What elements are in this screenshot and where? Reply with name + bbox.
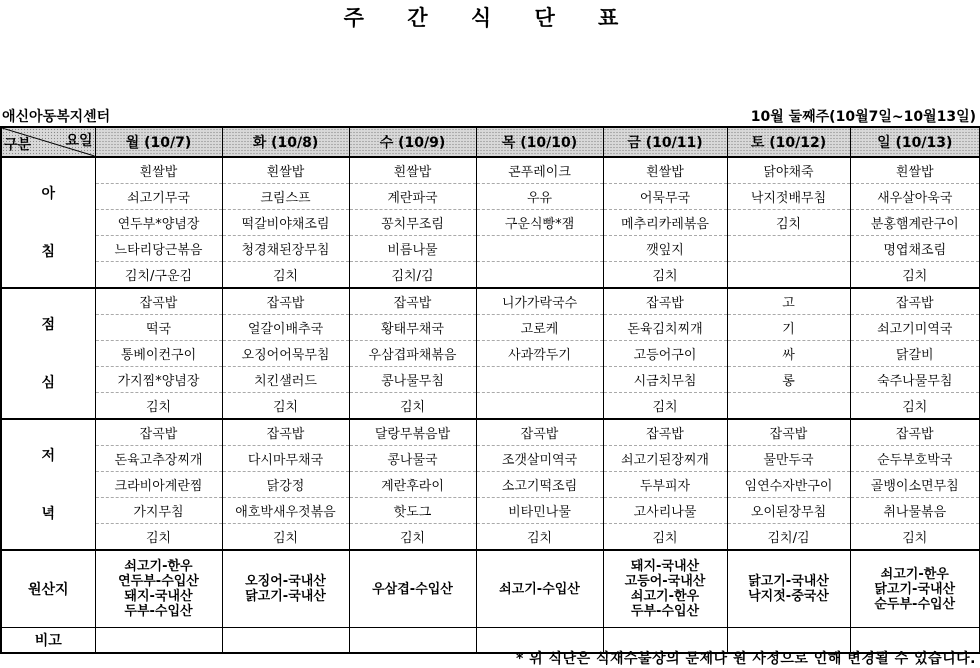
menu-item: 숙주나물무침: [850, 367, 980, 393]
menu-item: 김치: [222, 524, 349, 551]
corner-label-category: 구분: [4, 137, 32, 153]
origin-line: 쇠고기-한우: [880, 566, 949, 582]
menu-item: 잡곡밥: [850, 419, 980, 446]
menu-item: 치킨샐러드: [222, 367, 349, 393]
day-header: 일 (10/13): [850, 127, 980, 157]
menu-item: 명엽채조림: [850, 236, 980, 262]
menu-item: 닭강정: [222, 472, 349, 498]
menu-row: [1, 315, 980, 341]
menu-item: 떡국: [95, 315, 222, 341]
menu-item: 임연수자반구이: [727, 472, 850, 498]
menu-row: [1, 524, 980, 551]
menu-item: 롱: [727, 367, 850, 393]
menu-item: 김치: [727, 210, 850, 236]
menu-item: 메추리카레볶음: [603, 210, 727, 236]
menu-item: 오징어어묵무침: [222, 341, 349, 367]
menu-item: 김치: [349, 393, 476, 420]
origin-line: 쇠고기-한우: [124, 559, 193, 574]
menu-item: 조갯살미역국: [476, 446, 603, 472]
meal-label: [1, 288, 95, 419]
remarks-cell: [349, 628, 476, 654]
origin-cell: [349, 550, 476, 628]
menu-item: 통베이컨구이: [95, 341, 222, 367]
menu-item: 순두부호박국: [850, 446, 980, 472]
menu-item: 쇠고기미역국: [850, 315, 980, 341]
menu-item: 김치: [850, 393, 980, 420]
day-header: 월 (10/7): [95, 127, 222, 157]
page-title: 주 간 식 단 표: [343, 6, 637, 30]
origin-line: 고등어-국내산: [624, 574, 706, 589]
menu-item: 잡곡밥: [476, 419, 603, 446]
menu-item: [727, 393, 850, 420]
corner-label-day: 요일: [65, 133, 93, 149]
origin-cell: [850, 550, 980, 628]
origin-line: 오징어-국내산: [245, 574, 326, 589]
menu-item: 김치: [349, 524, 476, 551]
menu-item: 흰쌀밥: [603, 157, 727, 184]
origin-line: 돼지-국내산: [124, 589, 193, 604]
menu-item: 시금치무침: [603, 367, 727, 393]
menu-item: 김치: [850, 524, 980, 551]
origin-line: 순두부-수입산: [874, 596, 956, 612]
menu-item: 구운식빵*잼: [476, 210, 603, 236]
corner-header: [1, 127, 95, 157]
origin-cell: [222, 550, 349, 628]
origin-line: 닭고기-국내산: [245, 589, 326, 604]
menu-item: 떡갈비야채조림: [222, 210, 349, 236]
menu-item: 애호박새우젓볶음: [222, 498, 349, 524]
menu-item: 김치: [603, 524, 727, 551]
menu-row: [1, 288, 980, 315]
menu-item: 김치: [95, 524, 222, 551]
menu-item: 어묵무국: [603, 184, 727, 210]
menu-item: 비타민나물: [476, 498, 603, 524]
origin-line: 쇠고기-한우: [630, 589, 700, 604]
menu-row: [1, 184, 980, 210]
menu-item: 흰쌀밥: [95, 157, 222, 184]
menu-item: 고사리나물: [603, 498, 727, 524]
menu-item: 김치/김: [727, 524, 850, 551]
menu-item: 낙지젓배무침: [727, 184, 850, 210]
menu-row: [1, 393, 980, 420]
menu-item: 잡곡밥: [222, 419, 349, 446]
day-header: 화 (10/8): [222, 127, 349, 157]
menu-item: [476, 393, 603, 420]
menu-item: 잡곡밥: [349, 288, 476, 315]
menu-item: 기: [727, 315, 850, 341]
meal-label-top: 저: [41, 447, 56, 464]
menu-item: 얼갈이배추국: [222, 315, 349, 341]
origin-line: 두부-수입산: [630, 604, 700, 619]
menu-item: 잡곡밥: [95, 419, 222, 446]
menu-item: 달랑무볶음밥: [349, 419, 476, 446]
menu-item: 고로케: [476, 315, 603, 341]
menu-item: 콩나물국: [349, 446, 476, 472]
menu-item: 분홍햄계란구이: [850, 210, 980, 236]
menu-item: 잡곡밥: [603, 419, 727, 446]
menu-item: 싸: [727, 341, 850, 367]
menu-item: 김치: [850, 262, 980, 289]
menu-item: 새우살아욱국: [850, 184, 980, 210]
menu-item: 쇠고기무국: [95, 184, 222, 210]
meal-label: [1, 419, 95, 550]
menu-item: 흰쌀밥: [850, 157, 980, 184]
menu-item: [476, 367, 603, 393]
menu-item: 잡곡밥: [727, 419, 850, 446]
menu-item: 골뱅이소면무침: [850, 472, 980, 498]
menu-item: [727, 262, 850, 289]
menu-row: [1, 236, 980, 262]
menu-item: 느타리당근볶음: [95, 236, 222, 262]
menu-item: 잡곡밥: [222, 288, 349, 315]
menu-item: 김치: [222, 262, 349, 289]
menu-row: [1, 367, 980, 393]
origin-cell: [476, 550, 603, 628]
menu-item: 돈육고추장찌개: [95, 446, 222, 472]
menu-item: 오이된장무침: [727, 498, 850, 524]
origin-label: 원산지: [1, 550, 95, 628]
origin-line: 닭고기-국내산: [748, 574, 829, 589]
menu-item: 김치/김: [349, 262, 476, 289]
menu-item: 크림스프: [222, 184, 349, 210]
menu-item: 김치: [222, 393, 349, 420]
menu-item: 고: [727, 288, 850, 315]
meal-label-top: 점: [41, 316, 56, 333]
day-header: 수 (10/9): [349, 127, 476, 157]
menu-row: [1, 157, 980, 184]
menu-item: 콘푸레이크: [476, 157, 603, 184]
origin-line: 닭고기-국내산: [874, 581, 956, 597]
menu-item: 닭갈비: [850, 341, 980, 367]
origin-line: 우삼겹-수입산: [372, 581, 453, 597]
menu-row: [1, 419, 980, 446]
menu-item: [476, 262, 603, 289]
menu-item: 우삼겹파채볶음: [349, 341, 476, 367]
menu-item: 두부피자: [603, 472, 727, 498]
menu-item: 크라비아계란찜: [95, 472, 222, 498]
menu-row: [1, 341, 980, 367]
menu-item: 돈육김치찌개: [603, 315, 727, 341]
menu-item: 김치/구운김: [95, 262, 222, 289]
menu-item: 계란후라이: [349, 472, 476, 498]
menu-item: 청경채된장무침: [222, 236, 349, 262]
menu-item: 꽁치무조림: [349, 210, 476, 236]
weekly-menu-table: [0, 126, 980, 654]
menu-item: 쇠고기된장찌개: [603, 446, 727, 472]
origin-cell: [727, 550, 850, 628]
menu-item: 계란파국: [349, 184, 476, 210]
organization-name: 애신아동복지센터: [2, 109, 111, 125]
menu-item: 가지찜*양념장: [95, 367, 222, 393]
menu-item: 콩나물무침: [349, 367, 476, 393]
menu-item: 잡곡밥: [95, 288, 222, 315]
menu-item: 핫도그: [349, 498, 476, 524]
menu-item: 취나물볶음: [850, 498, 980, 524]
menu-item: [727, 236, 850, 262]
origin-line: 연두부-수입산: [118, 574, 199, 589]
menu-item: 니가가락국수: [476, 288, 603, 315]
menu-item: 고등어구이: [603, 341, 727, 367]
origin-line: 쇠고기-수입산: [499, 581, 580, 597]
meal-label-bottom: 침: [41, 243, 56, 260]
origin-cell: [603, 550, 727, 628]
menu-item: 다시마무채국: [222, 446, 349, 472]
meal-label-top: 아: [41, 185, 56, 202]
menu-item: 소고기떡조림: [476, 472, 603, 498]
menu-item: 김치: [95, 393, 222, 420]
menu-item: 우유: [476, 184, 603, 210]
day-header: 목 (10/10): [476, 127, 603, 157]
menu-item: 흰쌀밥: [349, 157, 476, 184]
day-header: 금 (10/11): [603, 127, 727, 157]
origin-line: 두부-수입산: [124, 604, 193, 619]
day-header: 토 (10/12): [727, 127, 850, 157]
remarks-label: 비고: [1, 628, 95, 654]
origin-line: 낙지젓-중국산: [748, 589, 829, 604]
menu-item: 흰쌀밥: [222, 157, 349, 184]
menu-item: 김치: [603, 262, 727, 289]
origin-line: 돼지-국내산: [630, 559, 700, 574]
remarks-cell: [222, 628, 349, 654]
menu-row: [1, 472, 980, 498]
menu-item: 닭야채죽: [727, 157, 850, 184]
menu-item: 가지무침: [95, 498, 222, 524]
menu-item: 물만두국: [727, 446, 850, 472]
menu-item: 비름나물: [349, 236, 476, 262]
menu-item: 잡곡밥: [850, 288, 980, 315]
menu-row: [1, 210, 980, 236]
meal-label: [1, 157, 95, 288]
header-row: [1, 127, 980, 157]
menu-item: [476, 236, 603, 262]
menu-item: 깻잎지: [603, 236, 727, 262]
origin-row: [1, 550, 980, 628]
menu-row: [1, 498, 980, 524]
meal-label-bottom: 심: [41, 374, 56, 391]
menu-item: 황태무채국: [349, 315, 476, 341]
origin-cell: [95, 550, 222, 628]
week-period: 10월 둘째주(10월7일~10월13일): [750, 109, 976, 125]
menu-row: [1, 262, 980, 289]
remarks-cell: [95, 628, 222, 654]
menu-item: 잡곡밥: [603, 288, 727, 315]
footnote: * 위 식단은 식재수불상의 문제나 원 사정으로 인해 변경될 수 있습니다.: [515, 651, 976, 667]
menu-item: 연두부*양념장: [95, 210, 222, 236]
menu-row: [1, 446, 980, 472]
menu-item: 김치: [603, 393, 727, 420]
meal-label-bottom: 녁: [41, 505, 56, 522]
menu-item: 김치: [476, 524, 603, 551]
menu-item: 사과깍두기: [476, 341, 603, 367]
